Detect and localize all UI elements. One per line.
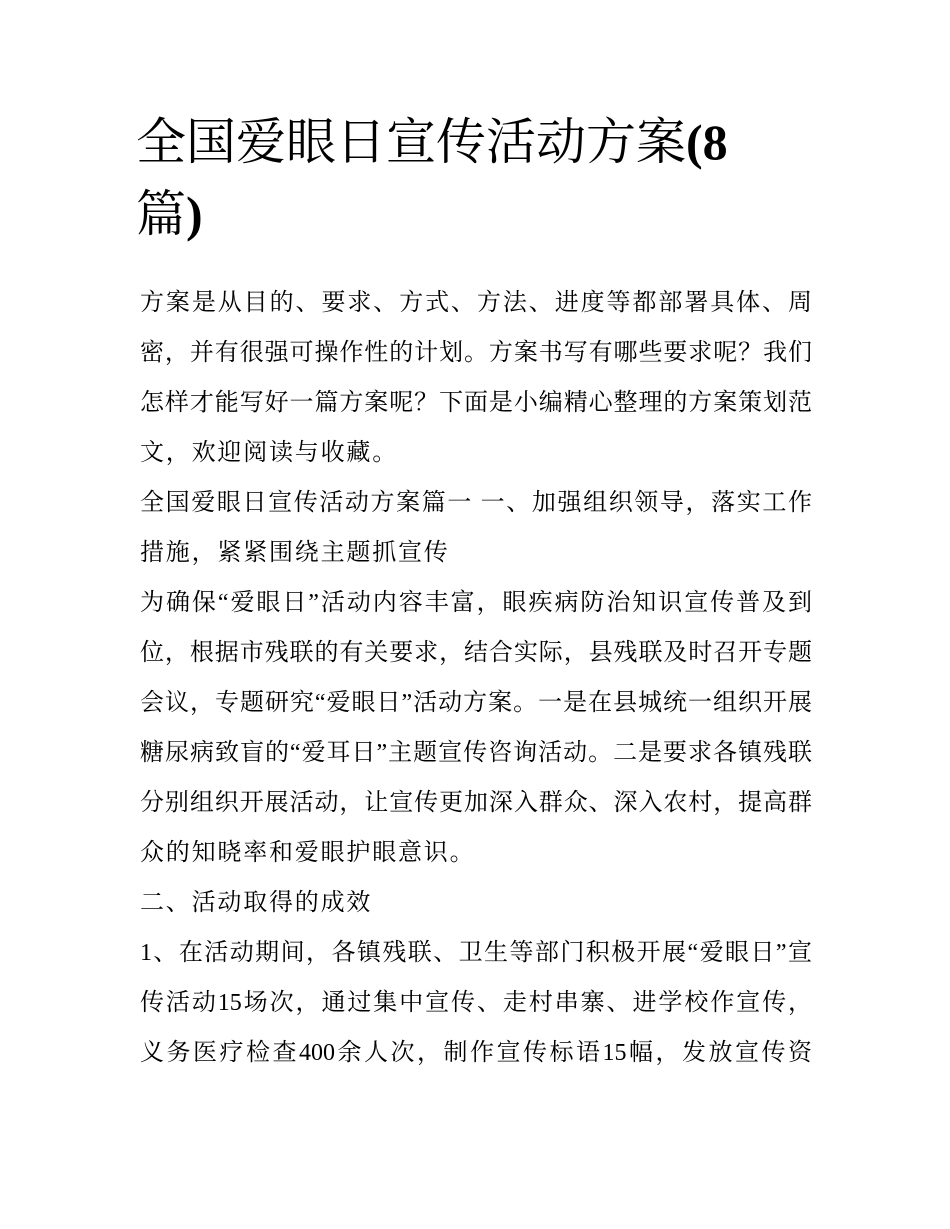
title-line-2 [136,178,836,250]
body-line: 1、在活动期间，各镇残联、卫生等部门积极开展“爱眼日”宣 [140,940,812,966]
body-line: 二、活动取得的成效 [140,890,373,916]
title-line-2-count-close: ) [186,186,203,242]
body-line: 糖尿病致盲的“爱耳日”主题宣传咨询活动。二是要求各镇残联 [140,740,812,766]
title-line-1-count-open: (8 [686,114,728,170]
body-line: 文，欢迎阅读与收藏。 [140,440,398,466]
body-line: 分别组织开展活动，让宣传更加深入群众、深入农村，提高群 [140,790,812,816]
body-text [140,278,812,1078]
body-line: 措施，紧紧围绕主题抓宣传 [140,540,450,566]
title-line-2-text: 篇 [136,186,186,242]
body-line: 义务医疗检查400余人次，制作宣传标语15幅，发放宣传资 [140,1040,812,1066]
body-line: 怎样才能写好一篇方案呢？下面是小编精心整理的方案策划范 [140,390,812,416]
title-line-1-text: 全国爱眼日宣传活动方案 [136,114,686,170]
body-line: 位，根据市残联的有关要求，结合实际，县残联及时召开专题 [140,640,812,666]
body-line: 方案是从目的、要求、方式、方法、进度等都部署具体、周 [140,290,812,316]
body-line: 全国爱眼日宣传活动方案篇一 一、加强组织领导，落实工作 [140,490,812,516]
body-line: 为确保“爱眼日”活动内容丰富，眼疾病防治知识宣传普及到 [140,590,812,616]
body-line: 传活动15场次，通过集中宣传、走村串寨、进学校作宣传， [140,990,812,1016]
body-line: 众的知晓率和爱眼护眼意识。 [140,840,476,866]
body-line: 会议，专题研究“爱眼日”活动方案。一是在县城统一组织开展 [140,690,812,716]
body-line: 密，并有很强可操作性的计划。方案书写有哪些要求呢？我们 [140,340,812,366]
title-line-1 [136,106,836,178]
document-title [136,106,836,250]
